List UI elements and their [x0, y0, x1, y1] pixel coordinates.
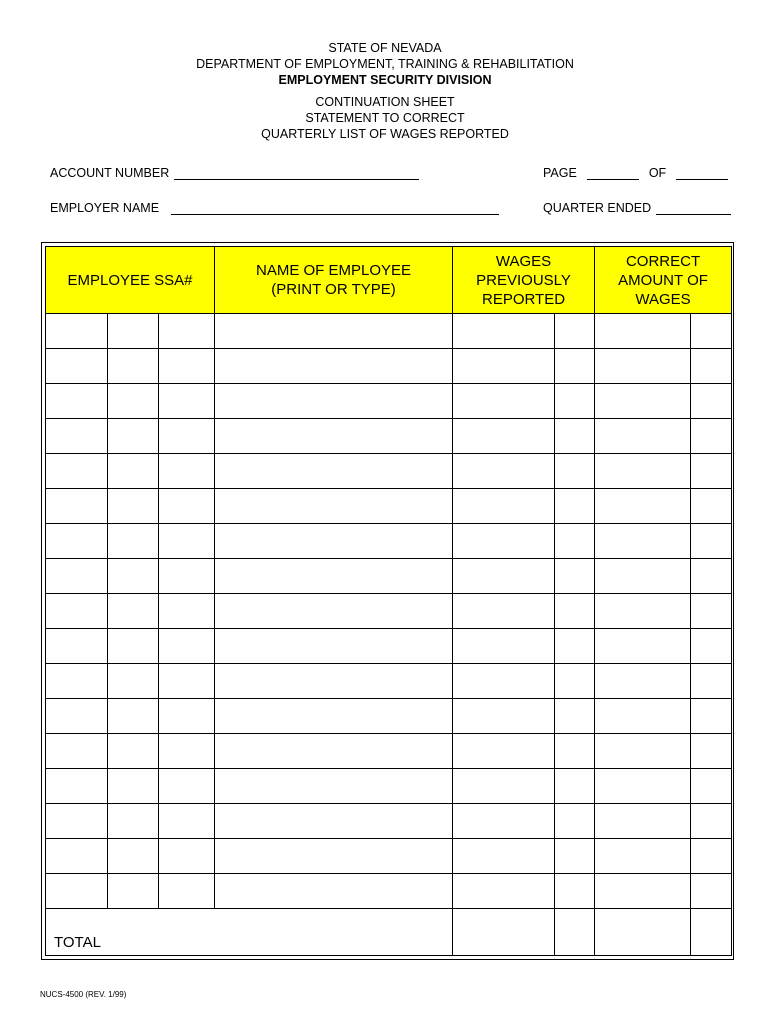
- table-row: [46, 839, 732, 874]
- cell-correct-wages-dollars[interactable]: [595, 664, 691, 699]
- total-prev-dollars[interactable]: [453, 909, 555, 956]
- cell-ssa-part2[interactable]: [108, 769, 159, 804]
- cell-ssa-part2[interactable]: [108, 419, 159, 454]
- cell-ssa-part1[interactable]: [46, 559, 108, 594]
- cell-correct-wages-dollars[interactable]: [595, 524, 691, 559]
- table-row: [46, 734, 732, 769]
- cell-correct-wages-dollars[interactable]: [595, 419, 691, 454]
- cell-ssa-part2[interactable]: [108, 594, 159, 629]
- cell-correct-wages-cents[interactable]: [691, 734, 732, 769]
- cell-correct-wages-dollars[interactable]: [595, 489, 691, 524]
- cell-ssa-part1[interactable]: [46, 874, 108, 909]
- cell-prev-wages-dollars[interactable]: [453, 384, 555, 419]
- cell-employee-name[interactable]: [215, 419, 453, 454]
- table-row: [46, 384, 732, 419]
- cell-ssa-part1[interactable]: [46, 734, 108, 769]
- table-row: [46, 454, 732, 489]
- cell-ssa-part3[interactable]: [159, 629, 215, 664]
- cell-prev-wages-cents[interactable]: [555, 594, 595, 629]
- cell-ssa-part2[interactable]: [108, 489, 159, 524]
- cell-ssa-part2[interactable]: [108, 349, 159, 384]
- cell-ssa-part2[interactable]: [108, 874, 159, 909]
- cell-correct-wages-cents[interactable]: [691, 489, 732, 524]
- cell-prev-wages-dollars[interactable]: [453, 349, 555, 384]
- cell-correct-wages-cents[interactable]: [691, 629, 732, 664]
- cell-correct-wages-dollars[interactable]: [595, 314, 691, 349]
- cell-correct-wages-cents[interactable]: [691, 419, 732, 454]
- wages-table: [45, 246, 732, 956]
- cell-correct-wages-cents[interactable]: [691, 874, 732, 909]
- cell-prev-wages-cents[interactable]: [555, 874, 595, 909]
- cell-ssa-part2[interactable]: [108, 804, 159, 839]
- cell-prev-wages-dollars[interactable]: [453, 314, 555, 349]
- header-wages-previously-reported: WAGES PREVIOUSLY REPORTED: [453, 247, 595, 314]
- cell-ssa-part1[interactable]: [46, 384, 108, 419]
- page-number-input[interactable]: [587, 167, 639, 180]
- cell-prev-wages-dollars[interactable]: [453, 874, 555, 909]
- cell-prev-wages-cents[interactable]: [555, 559, 595, 594]
- quarter-ended-field: [543, 201, 731, 215]
- cell-ssa-part3[interactable]: [159, 874, 215, 909]
- cell-correct-wages-cents[interactable]: [691, 384, 732, 419]
- cell-ssa-part3[interactable]: [159, 559, 215, 594]
- cell-correct-wages-dollars[interactable]: [595, 629, 691, 664]
- account-number-input[interactable]: [174, 167, 419, 180]
- cell-employee-name[interactable]: [215, 524, 453, 559]
- cell-ssa-part3[interactable]: [159, 349, 215, 384]
- cell-ssa-part3[interactable]: [159, 454, 215, 489]
- cell-ssa-part1[interactable]: [46, 769, 108, 804]
- cell-employee-name[interactable]: [215, 839, 453, 874]
- cell-prev-wages-cents[interactable]: [555, 769, 595, 804]
- header-statement: STATEMENT TO CORRECT: [305, 111, 465, 125]
- cell-correct-wages-cents[interactable]: [691, 664, 732, 699]
- header-correct-amount: CORRECT AMOUNT OF WAGES: [595, 247, 732, 314]
- table-row: [46, 874, 732, 909]
- cell-ssa-part1[interactable]: [46, 699, 108, 734]
- cell-prev-wages-dollars[interactable]: [453, 454, 555, 489]
- cell-correct-wages-dollars[interactable]: [595, 699, 691, 734]
- cell-ssa-part1[interactable]: [46, 314, 108, 349]
- cell-prev-wages-dollars[interactable]: [453, 559, 555, 594]
- cell-prev-wages-cents[interactable]: [555, 629, 595, 664]
- header-department: DEPARTMENT OF EMPLOYMENT, TRAINING & REHABILITATION: [196, 57, 574, 71]
- total-row: [46, 909, 732, 956]
- cell-prev-wages-dollars[interactable]: [453, 699, 555, 734]
- table-row: [46, 804, 732, 839]
- table-header-row: [46, 247, 732, 314]
- cell-correct-wages-dollars[interactable]: [595, 769, 691, 804]
- cell-ssa-part3[interactable]: [159, 804, 215, 839]
- table-row: [46, 489, 732, 524]
- cell-ssa-part3[interactable]: [159, 489, 215, 524]
- cell-ssa-part3[interactable]: [159, 314, 215, 349]
- cell-ssa-part3[interactable]: [159, 384, 215, 419]
- cell-ssa-part3[interactable]: [159, 419, 215, 454]
- cell-employee-name[interactable]: [215, 594, 453, 629]
- page-field: [543, 166, 728, 180]
- cell-ssa-part1[interactable]: [46, 839, 108, 874]
- total-label: TOTAL: [54, 934, 101, 951]
- cell-prev-wages-dollars[interactable]: [453, 419, 555, 454]
- cell-ssa-part2[interactable]: [108, 314, 159, 349]
- cell-correct-wages-dollars[interactable]: [595, 559, 691, 594]
- cell-employee-name[interactable]: [215, 664, 453, 699]
- cell-prev-wages-cents[interactable]: [555, 314, 595, 349]
- cell-ssa-part3[interactable]: [159, 664, 215, 699]
- cell-ssa-part1[interactable]: [46, 804, 108, 839]
- table-row: [46, 664, 732, 699]
- cell-correct-wages-cents[interactable]: [691, 839, 732, 874]
- cell-prev-wages-dollars[interactable]: [453, 664, 555, 699]
- cell-correct-wages-cents[interactable]: [691, 699, 732, 734]
- table-row: [46, 419, 732, 454]
- cell-employee-name[interactable]: [215, 734, 453, 769]
- cell-ssa-part2[interactable]: [108, 839, 159, 874]
- cell-ssa-part3[interactable]: [159, 839, 215, 874]
- cell-correct-wages-cents[interactable]: [691, 769, 732, 804]
- cell-prev-wages-cents[interactable]: [555, 839, 595, 874]
- total-correct-cents[interactable]: [691, 909, 732, 956]
- cell-prev-wages-dollars[interactable]: [453, 769, 555, 804]
- cell-prev-wages-cents[interactable]: [555, 489, 595, 524]
- total-correct-dollars[interactable]: [595, 909, 691, 956]
- header-division: EMPLOYMENT SECURITY DIVISION: [278, 73, 492, 87]
- cell-ssa-part3[interactable]: [159, 524, 215, 559]
- cell-employee-name[interactable]: [215, 349, 453, 384]
- page-total-input[interactable]: [676, 167, 728, 180]
- cell-ssa-part1[interactable]: [46, 454, 108, 489]
- cell-employee-name[interactable]: [215, 454, 453, 489]
- table-row: [46, 524, 732, 559]
- header-continuation: CONTINUATION SHEET: [315, 95, 455, 109]
- cell-correct-wages-dollars[interactable]: [595, 349, 691, 384]
- cell-employee-name[interactable]: [215, 314, 453, 349]
- cell-ssa-part1[interactable]: [46, 349, 108, 384]
- cell-ssa-part1[interactable]: [46, 594, 108, 629]
- cell-ssa-part3[interactable]: [159, 699, 215, 734]
- cell-employee-name[interactable]: [215, 559, 453, 594]
- cell-ssa-part3[interactable]: [159, 734, 215, 769]
- account-number-label: ACCOUNT NUMBER: [50, 166, 170, 180]
- cell-prev-wages-cents[interactable]: [555, 349, 595, 384]
- cell-correct-wages-cents[interactable]: [691, 314, 732, 349]
- header-state: STATE OF NEVADA: [328, 41, 442, 55]
- cell-prev-wages-cents[interactable]: [555, 804, 595, 839]
- cell-employee-name[interactable]: [215, 699, 453, 734]
- cell-prev-wages-dollars[interactable]: [453, 524, 555, 559]
- table-row: [46, 349, 732, 384]
- cell-prev-wages-dollars[interactable]: [453, 594, 555, 629]
- cell-correct-wages-dollars[interactable]: [595, 734, 691, 769]
- cell-correct-wages-dollars[interactable]: [595, 839, 691, 874]
- cell-ssa-part1[interactable]: [46, 419, 108, 454]
- cell-prev-wages-cents[interactable]: [555, 734, 595, 769]
- cell-ssa-part2[interactable]: [108, 734, 159, 769]
- form-number: NUCS-4500 (REV. 1/99): [40, 990, 127, 999]
- cell-prev-wages-cents[interactable]: [555, 454, 595, 489]
- cell-ssa-part3[interactable]: [159, 594, 215, 629]
- cell-employee-name[interactable]: [215, 804, 453, 839]
- cell-correct-wages-dollars[interactable]: [595, 804, 691, 839]
- cell-ssa-part2[interactable]: [108, 559, 159, 594]
- cell-employee-name[interactable]: [215, 874, 453, 909]
- cell-ssa-part3[interactable]: [159, 769, 215, 804]
- form-header: [0, 40, 770, 142]
- cell-ssa-part1[interactable]: [46, 629, 108, 664]
- cell-ssa-part1[interactable]: [46, 664, 108, 699]
- cell-correct-wages-cents[interactable]: [691, 454, 732, 489]
- cell-prev-wages-dollars[interactable]: [453, 839, 555, 874]
- employer-name-input[interactable]: [171, 202, 499, 215]
- cell-prev-wages-dollars[interactable]: [453, 629, 555, 664]
- cell-correct-wages-dollars[interactable]: [595, 874, 691, 909]
- cell-employee-name[interactable]: [215, 629, 453, 664]
- header-employee-ssa: EMPLOYEE SSA#: [46, 247, 215, 314]
- employer-name-label: EMPLOYER NAME: [50, 201, 160, 215]
- table-row: [46, 314, 732, 349]
- quarter-ended-label: QUARTER ENDED: [543, 201, 652, 215]
- cell-ssa-part2[interactable]: [108, 524, 159, 559]
- cell-employee-name[interactable]: [215, 489, 453, 524]
- cell-prev-wages-cents[interactable]: [555, 524, 595, 559]
- cell-prev-wages-cents[interactable]: [555, 699, 595, 734]
- header-employee-name: NAME OF EMPLOYEE (PRINT OR TYPE): [215, 247, 453, 314]
- cell-prev-wages-dollars[interactable]: [453, 804, 555, 839]
- cell-ssa-part2[interactable]: [108, 454, 159, 489]
- cell-correct-wages-dollars[interactable]: [595, 594, 691, 629]
- table-row: [46, 769, 732, 804]
- cell-ssa-part2[interactable]: [108, 384, 159, 419]
- cell-employee-name[interactable]: [215, 769, 453, 804]
- cell-prev-wages-dollars[interactable]: [453, 734, 555, 769]
- page-label: PAGE: [543, 166, 577, 180]
- of-label: OF: [648, 166, 667, 180]
- cell-ssa-part2[interactable]: [108, 629, 159, 664]
- table-row: [46, 594, 732, 629]
- header-quarterly: QUARTERLY LIST OF WAGES REPORTED: [261, 127, 509, 141]
- total-label-cell: [46, 909, 453, 956]
- cell-correct-wages-cents[interactable]: [691, 594, 732, 629]
- cell-ssa-part2[interactable]: [108, 699, 159, 734]
- quarter-ended-input[interactable]: [656, 202, 731, 215]
- cell-prev-wages-cents[interactable]: [555, 419, 595, 454]
- cell-ssa-part2[interactable]: [108, 664, 159, 699]
- cell-correct-wages-cents[interactable]: [691, 804, 732, 839]
- cell-correct-wages-dollars[interactable]: [595, 384, 691, 419]
- cell-prev-wages-cents[interactable]: [555, 384, 595, 419]
- cell-correct-wages-dollars[interactable]: [595, 454, 691, 489]
- account-number-field: [50, 166, 419, 180]
- table-row: [46, 629, 732, 664]
- total-prev-cents[interactable]: [555, 909, 595, 956]
- cell-prev-wages-cents[interactable]: [555, 664, 595, 699]
- table-row: [46, 699, 732, 734]
- cell-correct-wages-cents[interactable]: [691, 349, 732, 384]
- cell-correct-wages-cents[interactable]: [691, 524, 732, 559]
- employer-name-field: [50, 201, 499, 215]
- cell-ssa-part1[interactable]: [46, 489, 108, 524]
- cell-correct-wages-cents[interactable]: [691, 559, 732, 594]
- cell-ssa-part1[interactable]: [46, 524, 108, 559]
- cell-employee-name[interactable]: [215, 384, 453, 419]
- cell-prev-wages-dollars[interactable]: [453, 489, 555, 524]
- table-row: [46, 559, 732, 594]
